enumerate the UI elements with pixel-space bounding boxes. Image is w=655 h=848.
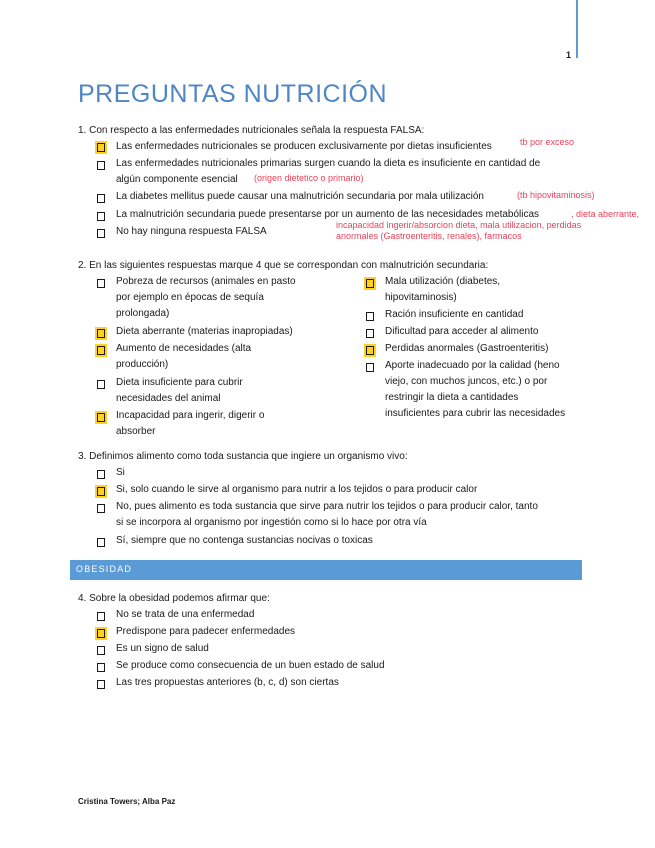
checkbox-q2-left-5[interactable] <box>97 413 105 422</box>
page-number: 1 <box>566 50 572 60</box>
checkbox-q1-c[interactable] <box>97 194 105 203</box>
q1-option-d: La malnutrición secundaria puede presentarse por un aumento de las necesidades metabólicas <box>116 209 540 220</box>
checkbox-q2-left-4[interactable] <box>97 380 105 389</box>
checkbox-q4-c[interactable] <box>97 646 105 655</box>
question-1: 1. Con respecto a las enfermedades nutricionales señala la respuesta FALSA: <box>78 125 425 136</box>
q2-left-1-cont2: prolongada) <box>116 308 170 319</box>
q4-option-b: Predispone para padecer enfermedades <box>116 626 296 637</box>
checkbox-q3-c[interactable] <box>97 504 105 513</box>
q1-option-a: Las enfermedades nutricionales se producen exclusivamente por dietas insuficientes <box>116 141 492 152</box>
q3-option-a: Si <box>116 467 125 478</box>
checkbox-q2-right-3[interactable] <box>366 329 374 338</box>
q1-option-e: No hay ninguna respuesta FALSA <box>116 226 267 237</box>
q1-note-d3: anormales (Gastroenteritis, renales), farmacos <box>336 231 522 241</box>
q2-right-5-cont3: insuficientes para cubrir las necesidades <box>385 408 566 419</box>
q1-note-d1: , dieta aberrante, <box>571 209 640 219</box>
q2-left-1: Pobreza de recursos (animales en pasto <box>116 276 296 287</box>
q2-left-4: Dieta insuficiente para cubrir <box>116 377 243 388</box>
q3-option-c: No, pues alimento es toda sustancia que sirve para nutrir los tejidos o para producir calor, tanto <box>116 501 538 512</box>
q2-right-5: Aporte inadecuado por la calidad (heno <box>385 360 560 371</box>
checkbox-q3-a[interactable] <box>97 470 105 479</box>
q2-left-4-cont: necesidades del animal <box>116 393 221 404</box>
footer-authors: Cristina Towers; Alba Paz <box>78 797 176 806</box>
checkbox-q1-e[interactable] <box>97 229 105 238</box>
q3-option-d: Sí, siempre que no contenga sustancias nocivas o toxicas <box>116 535 373 546</box>
q3-option-b: Si, solo cuando le sirve al organismo para nutrir a los tejidos o para producir calor <box>116 484 478 495</box>
checkbox-q4-a[interactable] <box>97 612 105 621</box>
q3-option-c-cont: si se incorpora al organismo por ingestión como si lo hace por otra vía <box>116 517 427 528</box>
q2-right-1: Mala utilización (diabetes, <box>385 276 501 287</box>
q4-option-c: Es un signo de salud <box>116 643 209 654</box>
checkbox-q4-d[interactable] <box>97 663 105 672</box>
question-4: 4. Sobre la obesidad podemos afirmar que: <box>78 593 270 604</box>
section-title: OBESIDAD <box>76 564 133 574</box>
q1-note-a: tb por exceso <box>520 137 575 147</box>
page-title: PREGUNTAS NUTRICIÓN <box>78 80 388 108</box>
q2-left-3-cont: producción) <box>116 359 169 370</box>
checkbox-q3-d[interactable] <box>97 538 105 547</box>
checkbox-q1-a[interactable] <box>97 143 105 152</box>
q1-note-d2: incapacidad ingerir/absorcion dieta, mala utilizacion, perdidas <box>336 220 582 230</box>
checkbox-q2-right-5[interactable] <box>366 363 374 372</box>
checkbox-q4-e[interactable] <box>97 680 105 689</box>
checkbox-q2-right-1[interactable] <box>366 279 374 288</box>
q4-option-d: Se produce como consecuencia de un buen estado de salud <box>116 660 385 671</box>
question-2: 2. En las siguientes respuestas marque 4 que se correspondan con malnutrición secundaria: <box>78 260 489 271</box>
checkbox-q2-left-1[interactable] <box>97 279 105 288</box>
q2-right-5-cont2: restringir la dieta a cantidades <box>385 392 519 403</box>
q2-right-5-cont: viejo, con muchos juncos, etc.) o por <box>385 376 548 387</box>
q1-option-c: La diabetes mellitus puede causar una malnutrición secundaria por mala utilización <box>116 191 484 202</box>
checkbox-q3-b[interactable] <box>97 487 105 496</box>
q2-right-3: Dificultad para acceder al alimento <box>385 326 539 337</box>
q1-option-b-cont: algún componente esencial <box>116 174 238 185</box>
checkbox-q2-left-3[interactable] <box>97 346 105 355</box>
q4-option-e: Las tres propuestas anteriores (b, c, d) son ciertas <box>116 677 339 688</box>
q1-option-b: Las enfermedades nutricionales primarias surgen cuando la dieta es insuficiente en cantidad de <box>116 158 541 169</box>
q2-left-1-cont: por ejemplo en épocas de sequía <box>116 292 264 303</box>
checkbox-q2-right-2[interactable] <box>366 312 374 321</box>
checkbox-q2-left-2[interactable] <box>97 329 105 338</box>
checkbox-q4-b[interactable] <box>97 629 105 638</box>
checkbox-q2-right-4[interactable] <box>366 346 374 355</box>
q2-left-2: Dieta aberrante (materias inapropiadas) <box>116 326 293 337</box>
checkbox-q1-b[interactable] <box>97 161 105 170</box>
q1-note-c: (tb hipovitaminosis) <box>517 190 595 200</box>
header-rule <box>576 0 578 58</box>
question-3: 3. Definimos alimento como toda sustancia que ingiere un organismo vivo: <box>78 451 408 462</box>
checkbox-q1-d[interactable] <box>97 212 105 221</box>
q2-left-3: Aumento de necesidades (alta <box>116 343 252 354</box>
q2-left-5: Incapacidad para ingerir, digerir o <box>116 410 265 421</box>
q2-left-5-cont: absorber <box>116 426 156 437</box>
q2-right-1-cont: hipovitaminosis) <box>385 292 457 303</box>
section-header <box>70 560 582 580</box>
q2-right-2: Ración insuficiente en cantidad <box>385 309 524 320</box>
q2-right-4: Perdidas anormales (Gastroenteritis) <box>385 343 549 354</box>
q1-note-b: (origen dietetico o primario) <box>254 173 364 183</box>
q4-option-a: No se trata de una enfermedad <box>116 609 255 620</box>
